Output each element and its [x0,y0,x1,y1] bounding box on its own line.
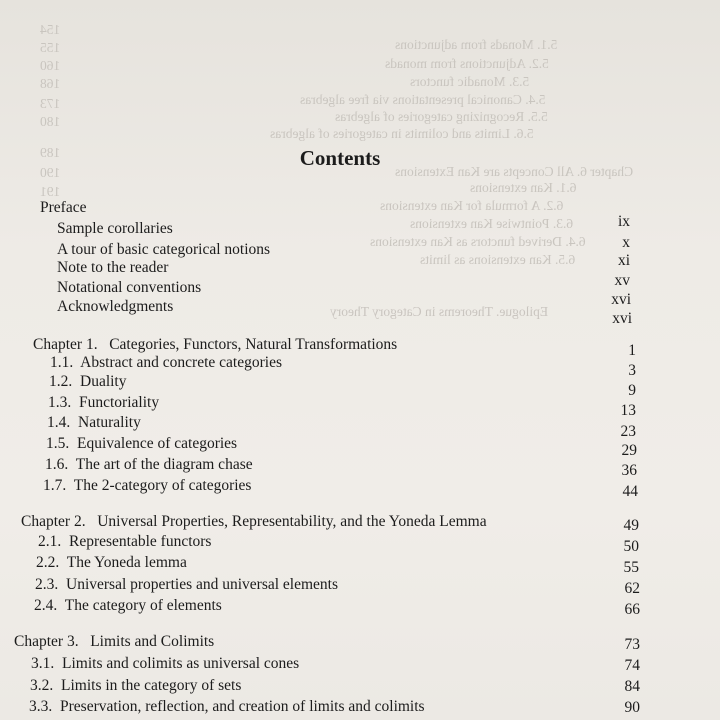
toc-page-number: 74 [624,657,640,674]
section-title: Naturality [78,414,141,431]
toc-page-number: 66 [624,601,640,618]
toc-chapter-2[interactable] [21,513,487,531]
toc-section[interactable] [47,414,141,432]
toc-page-number: 90 [624,699,640,716]
toc-page-number: xi [617,252,630,269]
toc-preface[interactable] [40,199,86,217]
toc-page-number: 44 [622,483,638,500]
toc-item-title: Note to the reader [57,259,169,276]
toc-page-number: 50 [623,538,639,555]
toc-section[interactable] [49,373,127,391]
toc-page-number: 84 [624,678,640,695]
toc-page-number: xvi [611,291,631,308]
toc-page-number: xv [614,272,630,289]
toc-chapter-3[interactable] [14,633,214,651]
chapter-label: Chapter 2. [21,513,86,530]
toc-preface-item[interactable] [57,259,168,277]
toc-section[interactable] [31,655,299,673]
toc-section[interactable] [30,677,241,695]
show-through-line: 5.5. Recognizing categories of algebras [335,109,548,124]
show-through-line: 6.4. Derived functors as Kan extensions [370,234,586,249]
show-through-page: 160 [40,58,61,73]
toc-page-number: 13 [620,402,636,419]
preface-label: Preface [40,199,87,216]
chapter-label: Chapter 3. [14,633,79,650]
toc-section[interactable] [50,354,282,372]
toc-preface-item[interactable] [57,279,201,297]
toc-section[interactable] [48,394,159,412]
show-through-page: 180 [40,114,61,129]
toc-page-number: 36 [621,462,637,479]
toc-section[interactable] [43,477,251,495]
section-number: 1.7. [43,477,67,494]
toc-item-title: A tour of basic categorical notions [57,241,271,258]
show-through-line: 6.5. Kan extensions as limits [420,252,576,267]
toc-item-title: Sample corollaries [57,220,173,237]
show-through-page: 173 [40,96,61,111]
chapter-label: Chapter 1. [33,336,98,353]
toc-preface-item[interactable] [57,241,270,259]
section-title: Functoriality [79,394,160,411]
section-number: 3.2. [30,677,54,694]
toc-page-number: 1 [628,342,636,359]
section-number: 1.3. [48,394,72,411]
chapter-title: Limits and Colimits [90,633,215,650]
section-number: 3.1. [31,655,55,672]
toc-page-number: 73 [624,636,640,653]
toc-chapter-1[interactable] [33,336,397,354]
section-title: Representable functors [69,533,212,550]
section-title: Abstract and concrete categories [80,354,282,371]
section-number: 1.5. [46,435,70,452]
toc-page-number: 55 [623,559,639,576]
toc-page-number: 62 [624,580,640,597]
toc-page-number: 29 [621,442,637,459]
toc-section[interactable] [38,533,211,551]
show-through-line: 6.2. A formula for Kan extensions [380,198,564,213]
chapter-title: Categories, Functors, Natural Transformations [109,336,398,353]
chapter-title: Universal Properties, Representability, and the Yoneda Lemma [97,513,487,530]
section-number: 1.2. [49,373,73,390]
section-title: Limits and colimits as universal cones [62,655,300,672]
show-through-line: 5.4. Canonical presentations via free algebras [300,92,546,107]
show-through-line: 6.1. Kan extensions [470,180,577,195]
toc-page-number: 49 [623,517,639,534]
section-title: Limits in the category of sets [61,677,242,694]
toc-section[interactable] [34,597,222,615]
show-through-page: 189 [40,145,61,160]
section-number: 3.3. [29,698,53,715]
toc-page-number: xvi [612,310,632,327]
show-through-line: 6.3. Pointwise Kan extensions [410,216,574,231]
toc-page-number: 9 [628,382,636,399]
toc-item-title: Acknowledgments [57,298,174,315]
toc-page-number: 3 [628,362,636,379]
toc-item-title: Notational conventions [57,279,202,296]
section-title: The Yoneda lemma [66,554,187,571]
toc-page-number: x [622,234,630,251]
section-number: 1.1. [50,354,74,371]
section-number: 2.3. [35,576,59,593]
show-through-line: 5.3. Monadic functors [410,74,530,89]
toc-preface-item[interactable] [57,298,173,316]
toc-page-number: ix [617,213,630,230]
toc-section[interactable] [46,435,237,453]
show-through-line: 5.6. Limits and colimits in categories of algebras [270,126,534,141]
show-through-line: Epilogue. Theorems in Category Theory [330,304,549,319]
section-title: Duality [80,373,127,390]
show-through-line: Chapter 6. All Concepts are Kan Extensions [395,164,634,179]
section-number: 2.2. [36,554,60,571]
show-through-line: 5.1. Monads from adjunctions [395,37,558,52]
show-through-page: 154 [40,22,61,37]
toc-page-number: 23 [620,423,636,440]
section-number: 2.1. [38,533,62,550]
toc-section[interactable] [45,456,253,474]
toc-section[interactable] [29,698,425,716]
section-number: 2.4. [34,597,58,614]
section-title: Universal properties and universal elements [66,576,339,593]
section-title: Preservation, reflection, and creation of limits and colimits [60,698,425,715]
toc-preface-item[interactable] [57,220,173,238]
section-title: The 2-category of categories [73,477,252,494]
page-title: Contents [299,146,381,170]
show-through-page: 168 [40,76,61,91]
section-title: The art of the diagram chase [75,456,253,473]
show-through-page: 191 [40,184,61,199]
show-through-line: 5.2. Adjunctions from monads [385,56,549,71]
section-title: The category of elements [64,597,222,614]
section-number: 1.6. [45,456,69,473]
toc-section[interactable] [36,554,187,572]
section-title: Equivalence of categories [77,435,238,452]
toc-section[interactable] [35,576,338,594]
show-through-page: 155 [40,40,61,55]
show-through-page: 190 [40,165,61,180]
section-number: 1.4. [47,414,71,431]
